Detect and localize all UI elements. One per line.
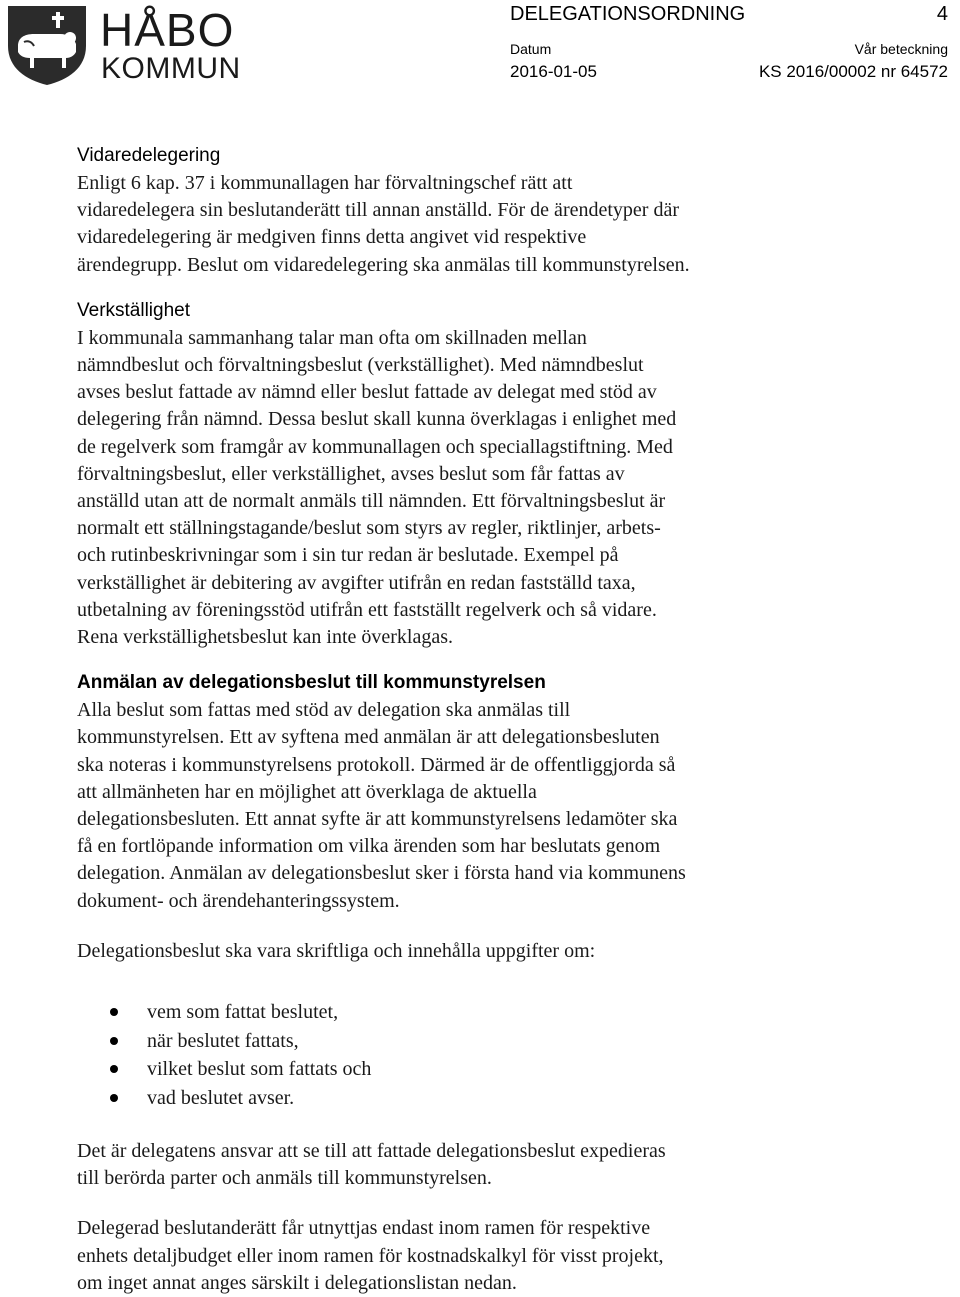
date-value: 2016-01-05 <box>510 62 597 81</box>
section-paragraph <box>77 170 947 279</box>
reference-label: Vår beteckning <box>854 41 948 57</box>
list-item-text: vad beslutet avser. <box>147 1086 295 1109</box>
page-number: 4 <box>936 3 948 25</box>
text-line: Rena verkställighetsbeslut kan inte överklagas. <box>77 626 454 649</box>
section-vidaredelegering <box>77 142 947 279</box>
text-line: delegationsbesluten. Ett annat syfte är att kommunstyrelsens ledamöter ska <box>77 808 678 831</box>
section-heading: Verkställighet <box>77 299 191 321</box>
text-line: nämndbeslut och förvaltningsbeslut (verkställighet). Med nämndbeslut <box>77 354 644 377</box>
text-line: I kommunala sammanhang talar man ofta om skillnaden mellan <box>77 326 587 349</box>
text-line: vidaredelegering är medgiven finns detta angivet vid respektive <box>77 226 587 249</box>
bullet-icon <box>110 1065 118 1073</box>
text-line: Delegerad beslutanderätt får utnyttjas endast inom ramen för respektive <box>77 1217 651 1240</box>
list-item <box>77 1027 947 1056</box>
text-line: kommunstyrelsen. Ett av syftena med anmälan är att delegationsbesluten <box>77 726 660 749</box>
text-line: förvaltningsbeslut, eller verkställighet, avses beslut som får fattas av <box>77 462 625 485</box>
list-item <box>77 1055 947 1084</box>
closing-paragraph <box>77 1138 947 1192</box>
text-line: Det är delegatens ansvar att se till att fattade delegationsbeslut expedieras <box>77 1140 666 1163</box>
text-line: dokument- och ärendehanteringssystem. <box>77 889 400 912</box>
closing-paragraph <box>77 1215 947 1297</box>
reference-value: KS 2016/00002 nr 64572 <box>758 62 948 81</box>
date-label: Datum <box>510 41 552 57</box>
document-title: DELEGATIONSORDNING <box>510 3 746 25</box>
text-line: de regelverk som framgår av kommunallagen och speciallagstiftning. Med <box>77 435 673 458</box>
text-line: avses beslut fattade av nämnd eller beslut fattade av delegat med stöd av <box>77 381 657 404</box>
logo-wordmark-habo: HÅBO <box>100 4 235 56</box>
habo-kommun-logo <box>4 2 241 86</box>
list-item-text: vem som fattat beslutet, <box>147 1001 339 1024</box>
text-line: utbetalning av föreningsstöd utifrån ett fastställt regelverk och så vidare. <box>77 598 657 621</box>
section-heading: Vidaredelegering <box>77 145 221 166</box>
text-line: vidaredelegera sin beslutanderätt till annan anställd. För de ärendetyper där <box>77 199 679 222</box>
text-line: att allmänheten har en möjlighet att överklaga de aktuella <box>77 780 537 803</box>
text-line: enhets detaljbudget eller inom ramen för kostnadskalkyl för visst projekt, <box>77 1244 664 1267</box>
section-anmalan <box>77 669 947 915</box>
text-line: normalt ett ställningstagande/beslut som styrs av regler, riktlinjer, arbets- <box>77 517 661 540</box>
text-line: ska noteras i kommunstyrelsens protokoll. Därmed är de offentliggjorda så <box>77 753 676 776</box>
list-intro: Delegationsbeslut ska vara skriftliga och innehålla uppgifter om: <box>77 939 596 962</box>
bullet-icon <box>110 1008 118 1016</box>
text-line: delegation. Anmälan av delegationsbeslut sker i första hand via kommunens <box>77 862 686 885</box>
list-item-text: när beslutet fattats, <box>147 1029 299 1052</box>
text-line: anställd utan att de normalt anmäls till nämnden. Ett förvaltningsbeslut är <box>77 490 666 513</box>
section-paragraph <box>77 325 947 651</box>
list-item-text: vilket beslut som fattats och <box>147 1058 372 1081</box>
text-line: till berörda parter och anmäls till kommunstyrelsen. <box>77 1167 492 1190</box>
section-verkstallighet <box>77 297 947 651</box>
bullet-icon <box>110 1037 118 1045</box>
text-line: om inget annat anges särskilt i delegationslistan nedan. <box>77 1271 517 1294</box>
logo-wordmark-kommun: KOMMUN <box>101 52 241 85</box>
requirements-list <box>77 998 947 1112</box>
list-item <box>77 998 947 1027</box>
page-header <box>0 0 960 90</box>
text-line: Alla beslut som fattas med stöd av delegation ska anmälas till <box>77 699 571 722</box>
bullet-icon <box>110 1094 118 1102</box>
text-line: ärendegrupp. Beslut om vidaredelegering ska anmälas till kommunstyrelsen. <box>77 253 690 276</box>
text-line: och rutinbeskrivningar som i sin tur redan är beslutade. Exempel på <box>77 544 619 567</box>
text-line: få en fortlöpande information om vilka ärenden som har beslutats genom <box>77 835 661 858</box>
section-paragraph <box>77 697 947 915</box>
section-heading: Anmälan av delegationsbeslut till kommunstyrelsen <box>77 672 546 694</box>
list-item <box>77 1084 947 1113</box>
text-line: Enligt 6 kap. 37 i kommunallagen har förvaltningschef rätt att <box>77 172 573 194</box>
document-body <box>77 142 947 1297</box>
text-line: verkställighet är debitering av avgifter utifrån en redan fastställd taxa, <box>77 571 636 594</box>
text-line: delegering från nämnd. Dessa beslut skall kunna överklagas i enlighet med <box>77 408 677 431</box>
coat-of-arms-icon <box>4 2 90 86</box>
